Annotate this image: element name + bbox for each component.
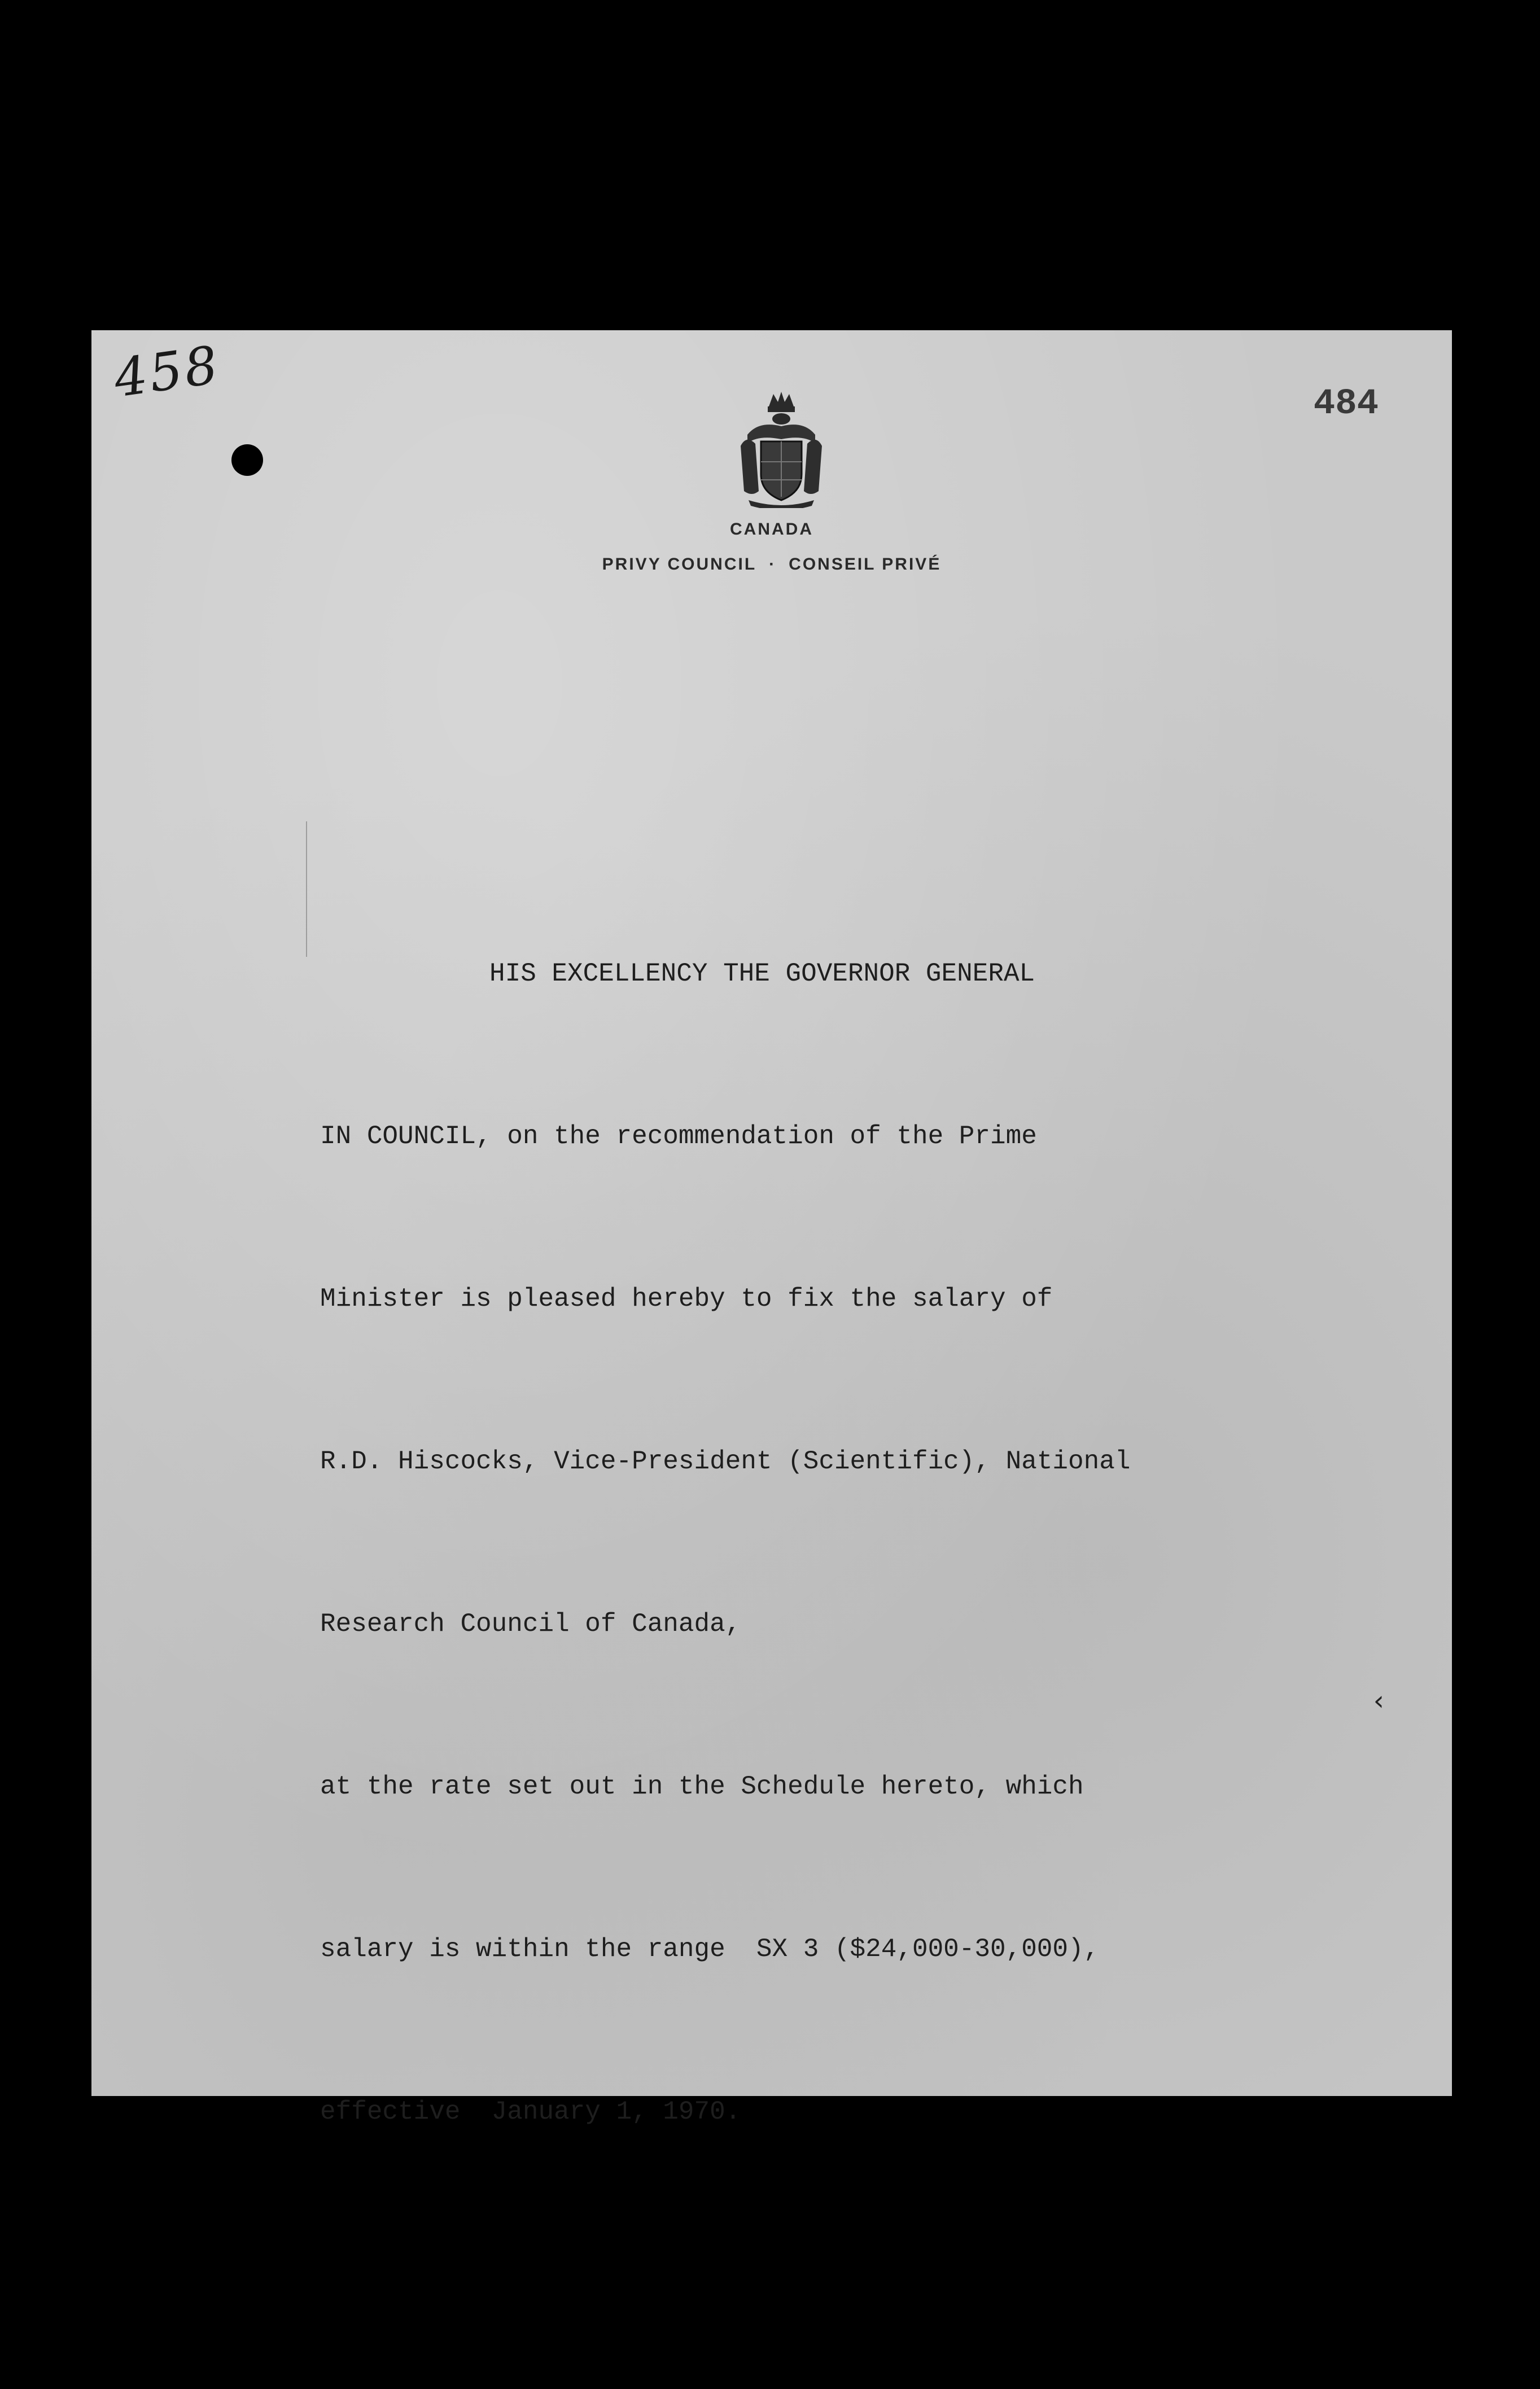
margin-mark [306, 821, 307, 957]
edge-mark: ‹ [1373, 1685, 1384, 1717]
order-in-council-text [320, 838, 1130, 2247]
office-french: CONSEIL PRIVÉ [789, 555, 942, 574]
letterhead-office [91, 555, 1452, 574]
body-line: Minister is pleased hereby to fix the salary of [320, 1284, 1053, 1314]
handwritten-file-number: 458 [110, 334, 224, 409]
office-english: PRIVY COUNCIL [602, 555, 757, 574]
page-number-stamp: 484 [1313, 384, 1379, 425]
letterhead-country: CANADA [730, 520, 813, 539]
body-line: at the rate set out in the Schedule hereto, which [320, 1772, 1084, 1801]
body-line: HIS EXCELLENCY THE GOVERNOR GENERAL [489, 959, 1035, 988]
office-separator: · [769, 555, 777, 574]
body-line: effective January 1, 1970. [320, 2097, 741, 2127]
punch-hole [231, 444, 263, 476]
body-line: R.D. Hiscocks, Vice-President (Scientific), National [320, 1447, 1131, 1476]
document-page [91, 330, 1452, 2127]
body-line: salary is within the range SX 3 ($24,000-30,000), [320, 1935, 1100, 1964]
coat-of-arms-icon [736, 390, 826, 508]
body-line: Research Council of Canada, [320, 1609, 741, 1639]
body-line: IN COUNCIL, on the recommendation of the Prime [320, 1122, 1037, 1151]
